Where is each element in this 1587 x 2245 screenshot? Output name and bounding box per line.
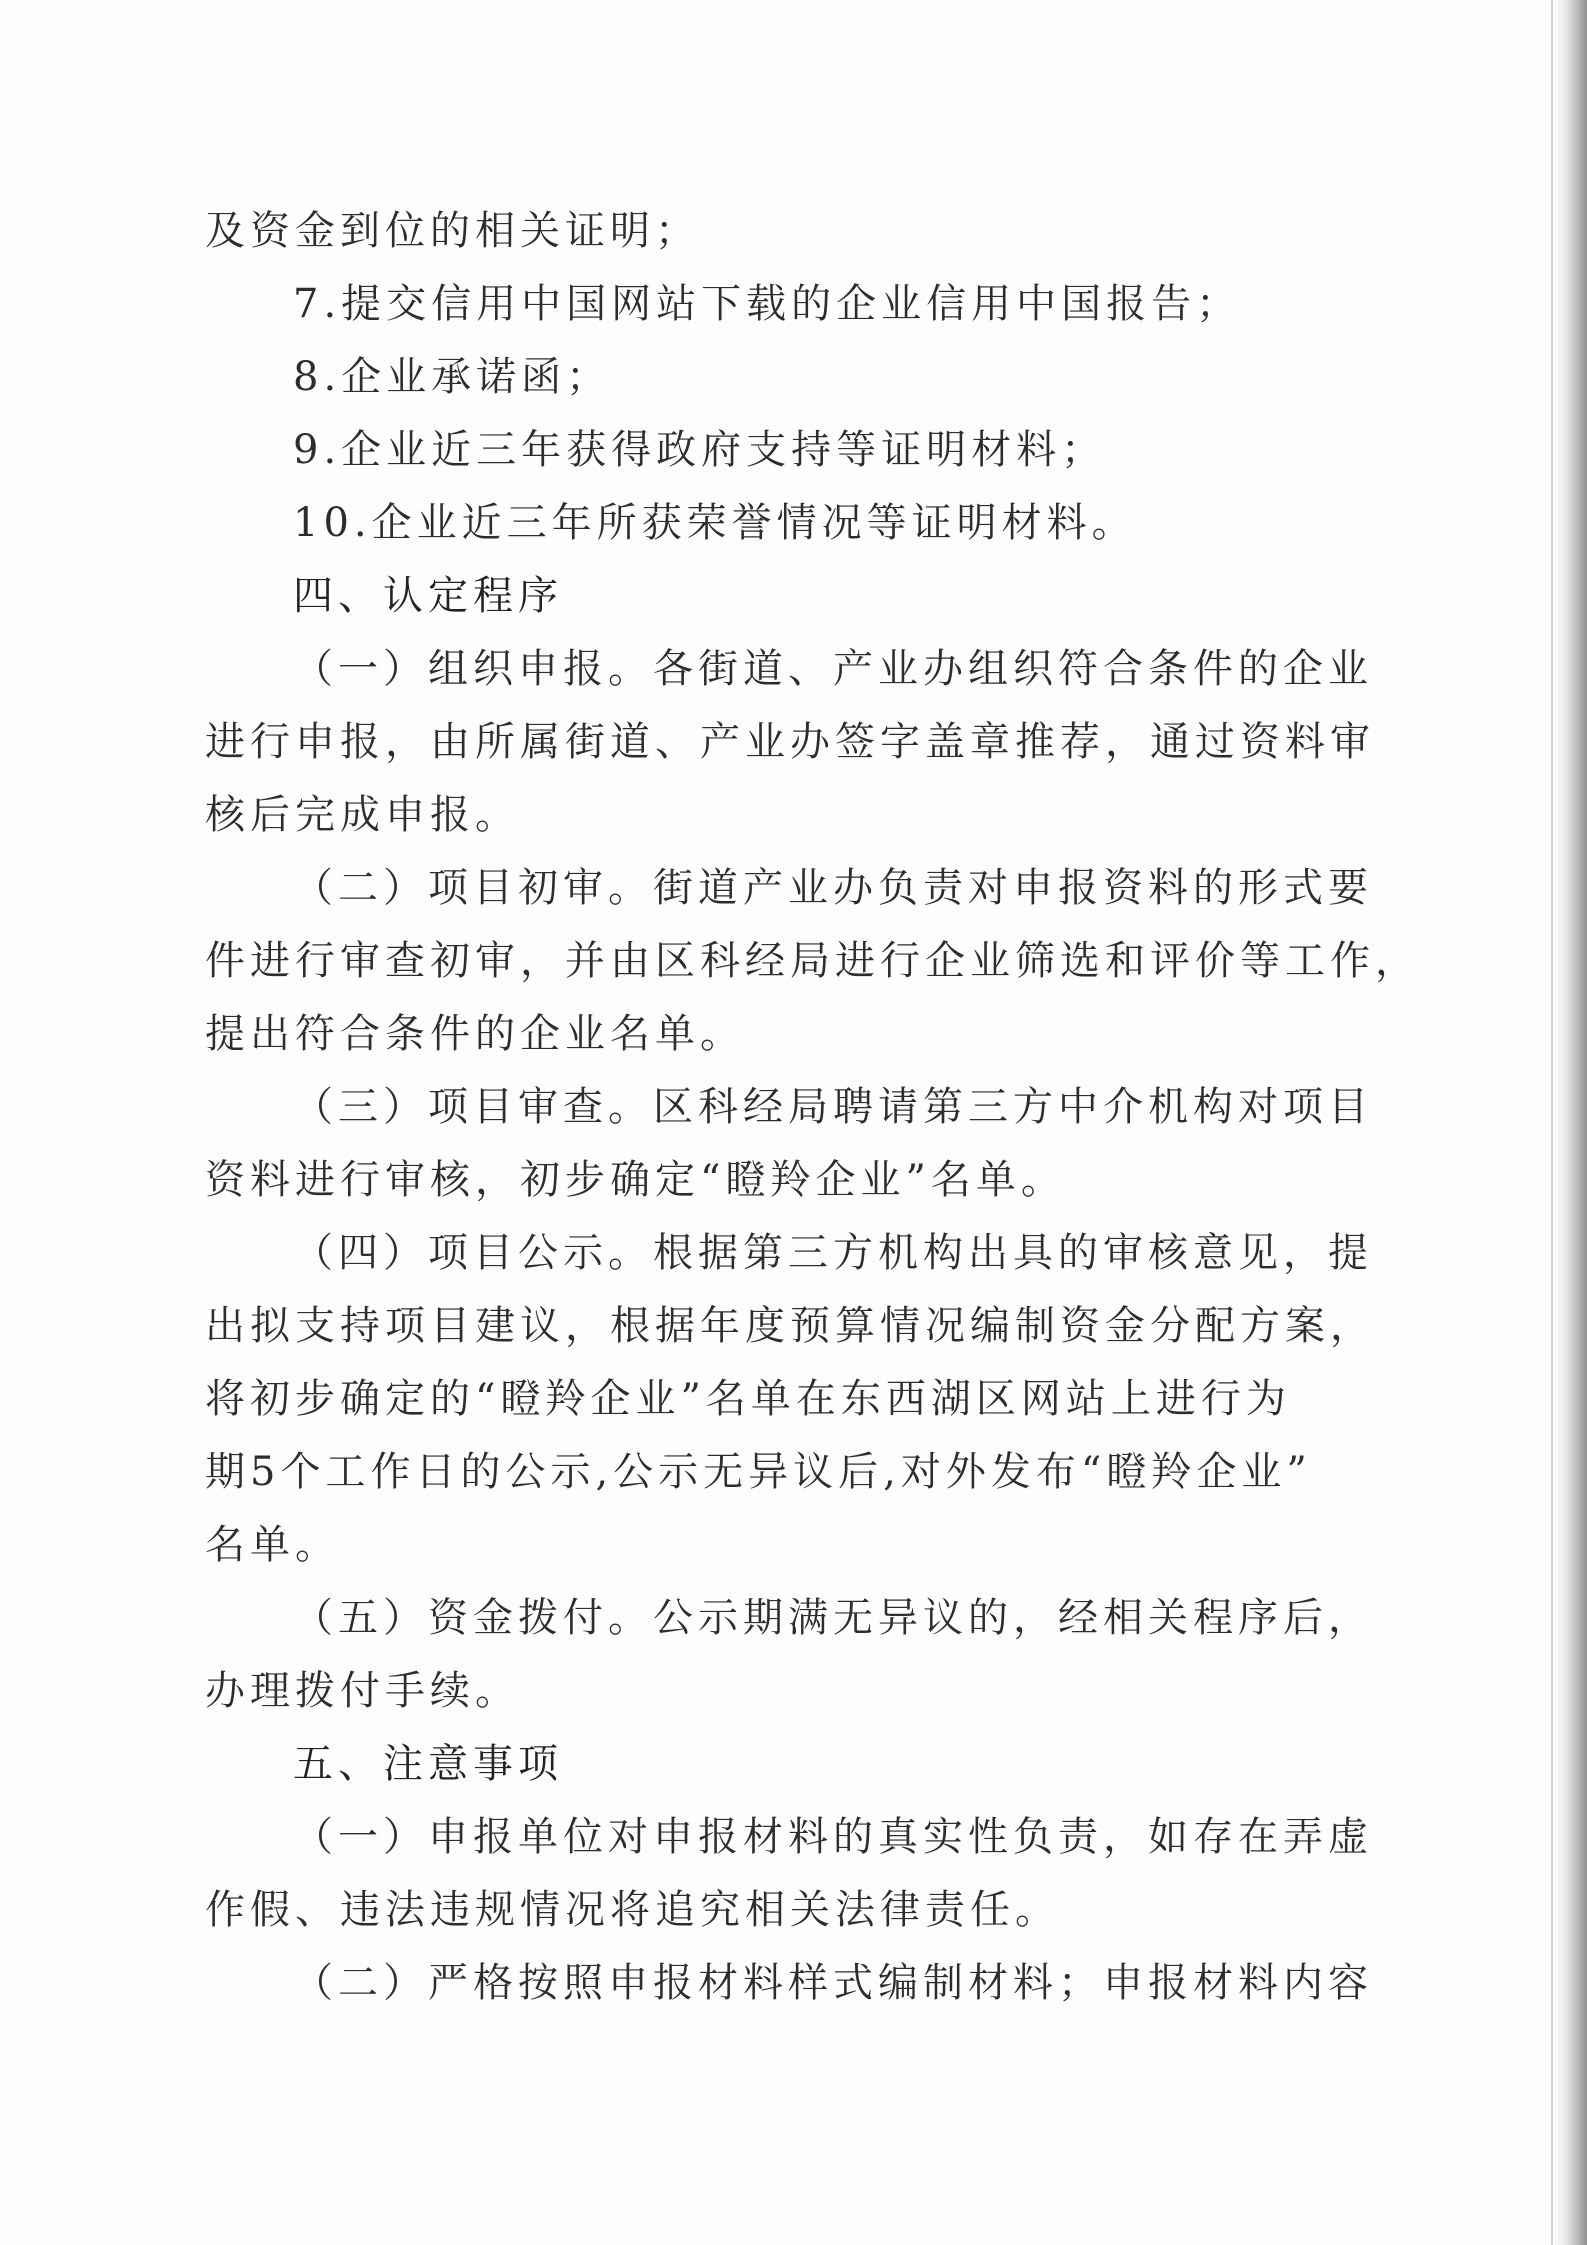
paragraph-line: 期5个工作日的公示,公示无异议后,对外发布“瞪羚企业”	[205, 1449, 1312, 1495]
paragraph-line: （一）申报单位对申报材料的真实性负责，如存在弄虚	[293, 1814, 1373, 1860]
paragraph-line: 名单。	[205, 1522, 340, 1568]
paragraph-line: 作假、违法违规情况将追究相关法律责任。	[205, 1887, 1060, 1933]
list-item: 10.企业近三年所获荣誉情况等证明材料。	[293, 500, 1137, 546]
paragraph-line: 提出符合条件的企业名单。	[205, 1011, 745, 1057]
paragraph-line: 资料进行审核，初步确定“瞪羚企业”名单。	[205, 1157, 1066, 1203]
scan-edge-shadow	[1553, 0, 1587, 2245]
list-item: 7.提交信用中国网站下载的企业信用中国报告；	[293, 281, 1242, 327]
paragraph-line: （一）组织申报。各街道、产业办组织符合条件的企业	[293, 646, 1373, 692]
paragraph-line: （五）资金拨付。公示期满无异议的，经相关程序后，	[293, 1595, 1373, 1641]
paragraph-line: 办理拨付手续。	[205, 1668, 520, 1714]
paragraph-line: （二）项目初审。街道产业办负责对申报资料的形式要	[293, 865, 1373, 911]
section-heading: 五、注意事项	[293, 1741, 563, 1787]
paragraph-line: 核后完成申报。	[205, 792, 520, 838]
list-item: 8.企业承诺函；	[293, 354, 612, 400]
paragraph-line: 将初步确定的“瞪羚企业”名单在东西湖区网站上进行为	[205, 1376, 1291, 1422]
paragraph-line: （三）项目审查。区科经局聘请第三方中介机构对项目	[293, 1084, 1373, 1130]
text-line: 及资金到位的相关证明；	[205, 208, 700, 254]
paragraph-line: （四）项目公示。根据第三方机构出具的审核意见，提	[293, 1230, 1373, 1276]
paragraph-line: 件进行审查初审，并由区科经局进行企业筛选和评价等工作，	[205, 938, 1420, 984]
paragraph-line: 进行申报，由所属街道、产业办签字盖章推荐，通过资料审	[205, 719, 1375, 765]
list-item: 9.企业近三年获得政府支持等证明材料；	[293, 427, 1107, 473]
paragraph-line: 出拟支持项目建议，根据年度预算情况编制资金分配方案，	[205, 1303, 1375, 1349]
section-heading: 四、认定程序	[293, 573, 563, 619]
paragraph-line: （二）严格按照申报材料样式编制材料；申报材料内容	[293, 1960, 1373, 2006]
